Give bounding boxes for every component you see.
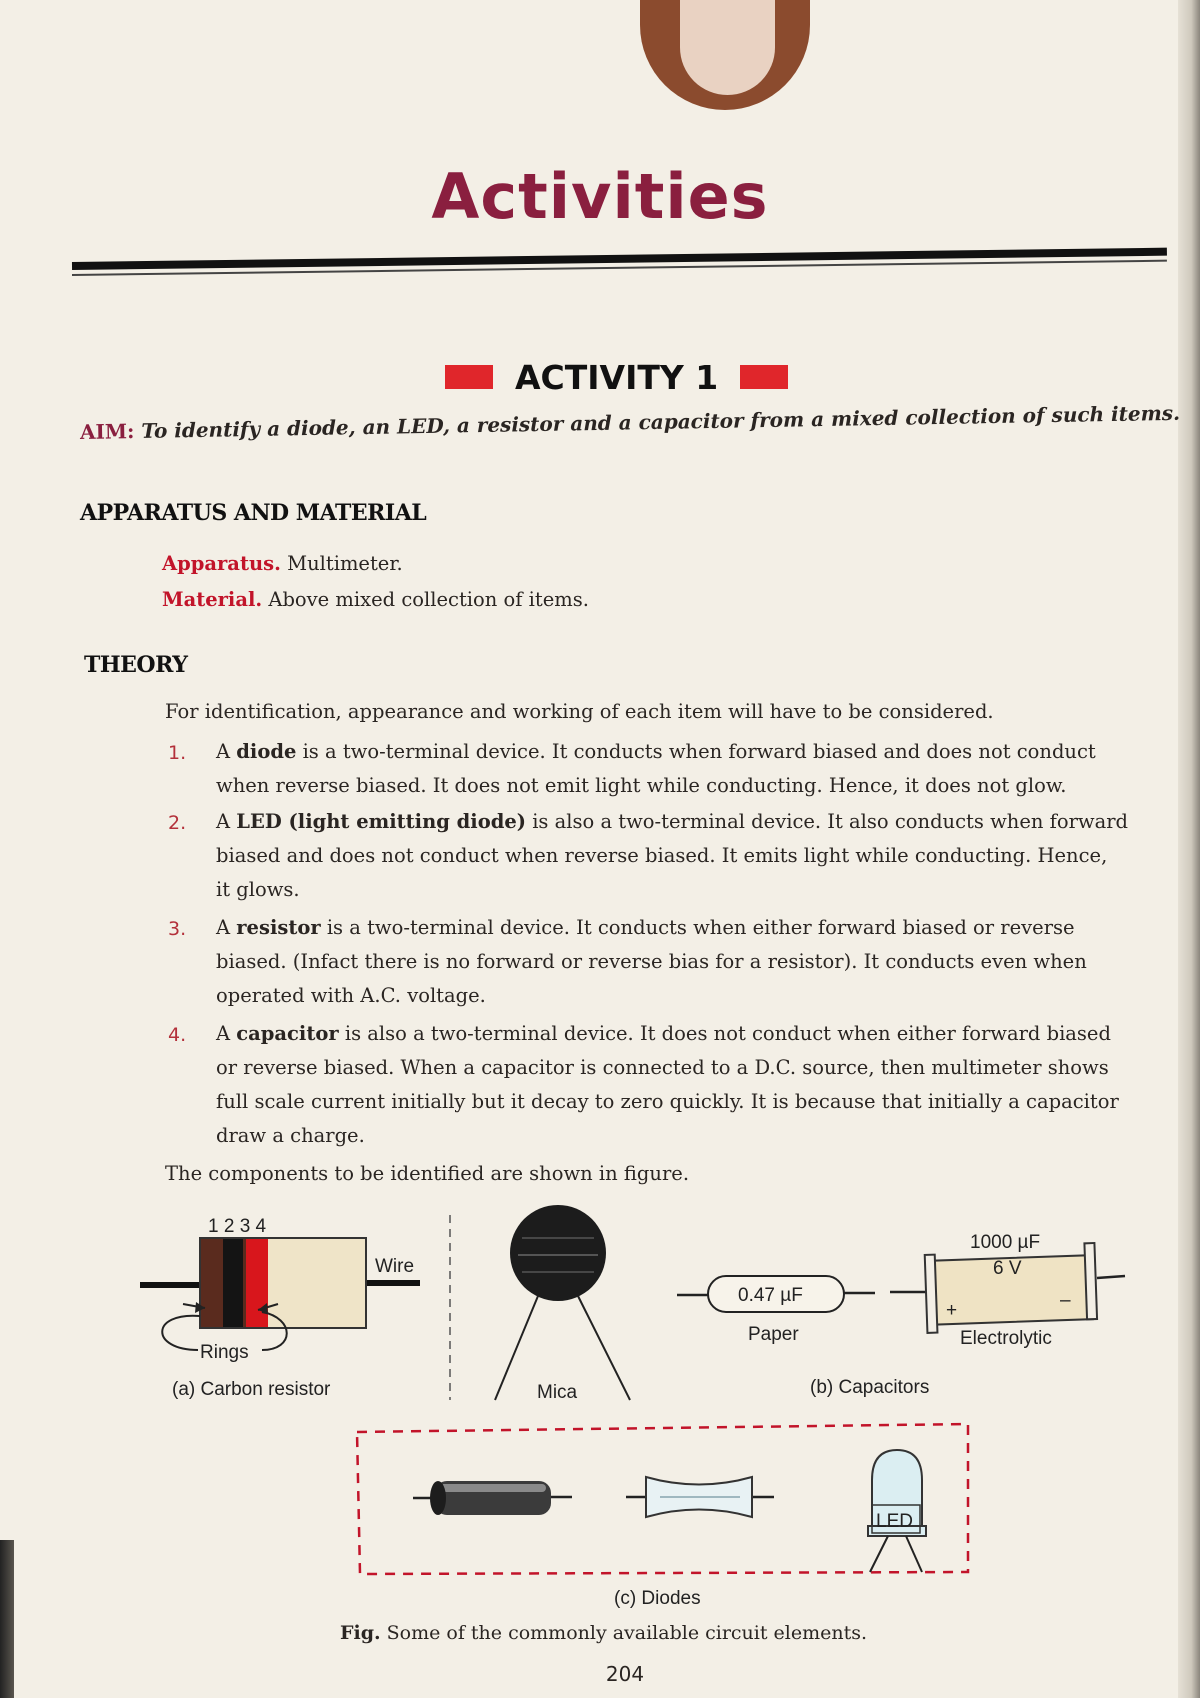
plus-sign: + [946,1300,958,1321]
activity-title: ACTIVITY 1 [515,357,719,397]
electrolytic-capacitance: 1000 µF [970,1232,1041,1253]
electrolytic-label: Electrolytic [960,1328,1052,1349]
ring-numbers: 1 2 3 4 [208,1216,267,1237]
diode-glass [626,1477,774,1517]
apparatus-label: Apparatus. [162,552,281,575]
item-prefix: A [216,916,237,939]
item-line: operated with A.C. voltage. [216,984,486,1007]
item-term: capacitor [236,1022,339,1045]
theory-intro: For identification, appearance and working of each item will have to be considered. [165,700,994,723]
diodes-caption: (c) Diodes [614,1588,701,1609]
theory-outro: The components to be identified are shown in figure. [165,1162,690,1185]
wire-label: Wire [375,1256,415,1277]
material-text: Above mixed collection of items. [268,588,589,611]
led-label: LED [876,1511,913,1532]
item-number: 2. [168,812,187,834]
item-term: LED (light emitting diode) [236,810,526,833]
theory-heading: THEORY [84,652,188,678]
page-title: Activities [431,160,769,233]
item-rest: is a two-terminal device. It conducts when forward biased and does not conduct [296,740,1096,763]
carbon-resistor-caption: (a) Carbon resistor [172,1379,331,1400]
item-term: diode [236,740,297,763]
ring-1 [201,1239,223,1327]
item-line: when reverse biased. It does not emit light while conducting. Hence, it does not glow. [216,774,1067,797]
item-prefix: A [216,1022,237,1045]
item-prefix: A [216,810,237,833]
diode-black [413,1481,572,1515]
material-label: Material. [162,588,263,611]
item-rest: is also a two-terminal device. It also conducts when forward [526,810,1129,833]
ring-2 [223,1239,243,1327]
ring-4 [246,1239,268,1327]
item-line: or reverse biased. When a capacitor is connected to a D.C. source, then multimeter shows [216,1056,1109,1079]
item-number: 4. [168,1024,187,1046]
mica-label: Mica [537,1382,578,1403]
ring-3 [243,1239,246,1327]
item-number: 3. [168,918,187,940]
item-number: 1. [168,742,187,764]
item-line: it glows. [216,878,300,901]
item-prefix: A [216,740,237,763]
figure-caption [340,1622,867,1644]
aim-text: To identify a diode, an LED, a resistor and a capacitor from a mixed collection of such items. [141,400,1181,443]
item-line: draw a charge. [216,1124,365,1147]
figure-caption-text: Some of the commonly available circuit elements. [386,1622,868,1644]
electrolytic-voltage: 6 V [993,1258,1022,1279]
minus-sign: – [1060,1290,1071,1311]
page-number: 204 [605,1662,645,1686]
carbon-resistor [140,1238,420,1350]
paper-value: 0.47 µF [738,1285,803,1306]
figure-caption-label: Fig. [340,1622,381,1644]
electrolytic-capacitor [890,1243,1125,1333]
apparatus-text: Multimeter. [287,552,403,575]
item-rest: is also a two-terminal device. It does not conduct when either forward biased [338,1022,1111,1045]
item-term: resistor [236,916,321,939]
item-rest: is a two-terminal device. It conducts when either forward biased or reverse [320,916,1075,939]
mica-capacitor [495,1205,630,1400]
rings-label: Rings [200,1342,249,1363]
item-line: full scale current initially but it decay to zero quickly. It is because that initially a capacitor [216,1090,1119,1113]
aim-label: AIM: [79,419,135,444]
paper-label: Paper [748,1324,799,1345]
apparatus-heading: APPARATUS AND MATERIAL [80,500,427,526]
capacitors-caption: (b) Capacitors [810,1377,930,1398]
item-line: biased and does not conduct when reverse biased. It emits light while conducting. Hence, [216,844,1108,867]
item-line: biased. (Infact there is no forward or reverse bias for a resistor). It conducts even when [216,950,1087,973]
